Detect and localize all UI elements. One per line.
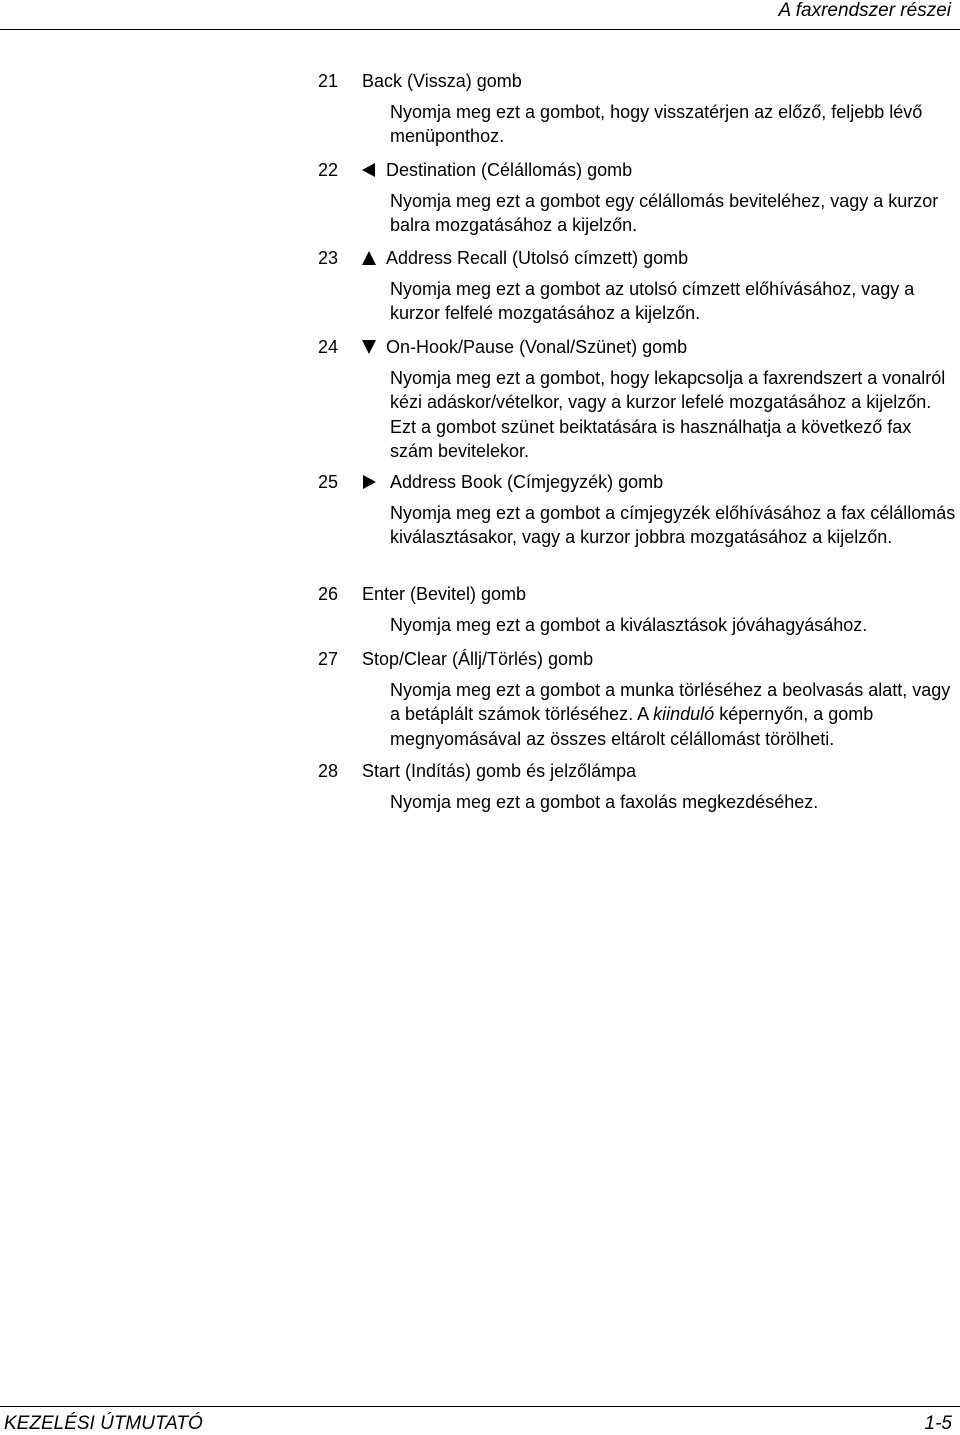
item-title: Address Recall (Utolsó címzett) gomb <box>386 248 689 268</box>
list-item-28 <box>318 758 956 814</box>
list-item-27 <box>318 646 956 751</box>
item-heading <box>318 758 956 784</box>
right-triangle-icon <box>361 474 377 490</box>
item-heading <box>318 469 956 495</box>
item-description: Nyomja meg ezt a gombot a faxolás megkezdéséhez. <box>390 792 819 812</box>
down-triangle-icon <box>361 339 377 355</box>
item-heading <box>318 68 956 94</box>
item-description: Nyomja meg ezt a gombot az utolsó címzett előhívásához, vagy a kurzor felfelé mozgatásához a kijelzőn. <box>390 279 915 324</box>
header-divider <box>0 29 960 30</box>
up-triangle-icon <box>361 250 377 266</box>
item-title: Start (Indítás) gomb és jelzőlámpa <box>362 761 637 781</box>
item-number: 28 <box>318 761 339 781</box>
item-heading <box>318 646 956 672</box>
running-header-title: A faxrendszer részei <box>778 0 951 21</box>
item-title: Stop/Clear (Állj/Törlés) gomb <box>362 649 594 669</box>
item-number: 26 <box>318 584 339 604</box>
item-number: 27 <box>318 649 339 669</box>
left-triangle-icon <box>361 162 377 178</box>
item-description: Nyomja meg ezt a gombot, hogy lekapcsolja a faxrendszert a vonalról kézi adáskor/vételkor, vagy a kurzor lefelé mozgatásához a kijelzőn. Ezt a gombot szünet beiktatására is használhatja a következő fax szám bevitelekor. <box>390 368 946 461</box>
item-number: 23 <box>318 248 339 268</box>
item-title: Address Book (Címjegyzék) gomb <box>390 472 664 492</box>
list-item-21 <box>318 68 956 149</box>
item-title: Enter (Bevitel) gomb <box>362 584 527 604</box>
description-text: Nyomja meg ezt a gombot a munka törléséhez a beolvasás alatt, vagy a betáplált számok törléséhez. A <box>390 680 951 725</box>
item-heading <box>318 157 956 183</box>
item-title: Destination (Célállomás) gomb <box>386 160 633 180</box>
list-item-25 <box>318 469 956 550</box>
item-title: On-Hook/Pause (Vonal/Szünet) gomb <box>386 337 688 357</box>
description-emphasis: kiinduló <box>653 704 715 725</box>
footer-divider <box>0 1406 960 1407</box>
item-description: Nyomja meg ezt a gombot egy célállomás beviteléhez, vagy a kurzor balra mozgatásához a kijelzőn. <box>390 191 939 236</box>
item-heading <box>318 581 956 607</box>
item-number: 24 <box>318 337 339 357</box>
description-text: képernyőn, a gomb megnyomásával az összes eltárolt célállomást törölheti. <box>390 704 874 749</box>
list-item-24 <box>318 334 956 463</box>
item-heading <box>318 334 956 360</box>
list-item-26 <box>318 581 956 637</box>
page-number: 1-5 <box>924 1413 952 1434</box>
item-title: Back (Vissza) gomb <box>362 71 522 91</box>
list-item-23 <box>318 245 956 326</box>
item-number: 21 <box>318 71 339 91</box>
list-item-22 <box>318 157 956 238</box>
item-description: Nyomja meg ezt a gombot, hogy visszatérjen az előző, feljebb lévő menüponthoz. <box>390 102 923 147</box>
item-number: 22 <box>318 160 339 180</box>
footer-manual-title: KEZELÉSI ÚTMUTATÓ <box>4 1413 203 1434</box>
item-heading <box>318 245 956 271</box>
item-number: 25 <box>318 472 339 492</box>
item-description <box>390 678 956 751</box>
item-description: Nyomja meg ezt a gombot a címjegyzék előhívásához a fax célállomás kiválasztásakor, vagy a kurzor jobbra mozgatásához a kijelzőn. <box>390 503 956 548</box>
item-description: Nyomja meg ezt a gombot a kiválasztások jóváhagyásához. <box>390 615 868 635</box>
